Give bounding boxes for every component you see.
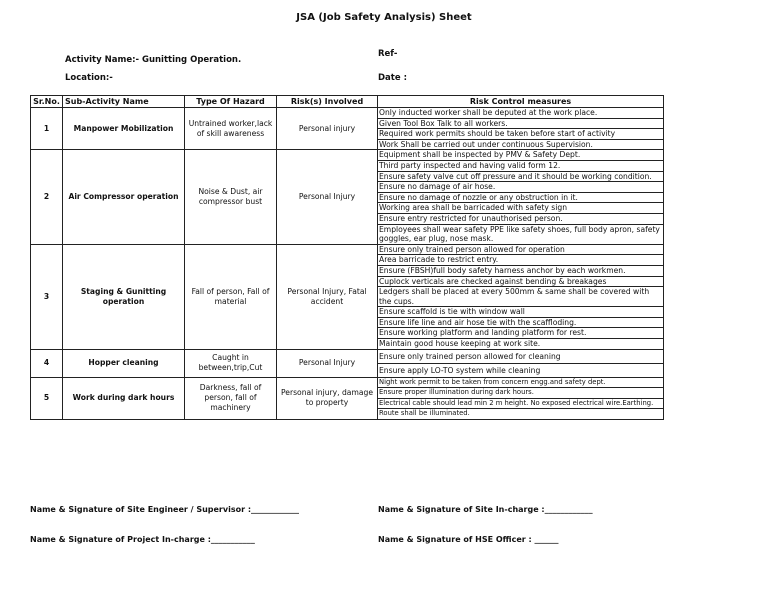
measure-item: Required work permits should be taken before start of activity xyxy=(378,129,663,140)
measure-item: Maintain good house keeping at work site. xyxy=(379,339,541,349)
table-row xyxy=(31,150,664,244)
sub-activity: Air Compressor operation xyxy=(63,150,185,244)
measure-item: Working area shall be barricaded with safety sign xyxy=(378,203,663,214)
location: Location:- xyxy=(65,73,113,83)
column-header: Type Of Hazard xyxy=(185,96,277,108)
measure-item: Cuplock verticals are checked against bending & breakages xyxy=(378,277,663,288)
site-engineer-signature: Name & Signature of Site Engineer / Supervisor :____________ xyxy=(30,505,300,514)
risk: Personal injury xyxy=(277,108,378,150)
table-row xyxy=(31,377,664,419)
risk: Personal Injury, Fatal accident xyxy=(277,244,378,349)
control-measures xyxy=(378,150,664,244)
control-measures xyxy=(378,377,664,419)
measure-item: Route shall be illuminated. xyxy=(379,409,470,418)
sub-activity: Hopper cleaning xyxy=(63,349,185,377)
measure-item: Third party inspected and having valid form 12. xyxy=(378,161,663,172)
measure-item: Ensure no damage of nozzle or any obstruction in it. xyxy=(378,193,663,204)
jsa-table xyxy=(30,95,664,420)
measure-item: Area barricade to restrict entry. xyxy=(378,255,663,266)
sr-no: 5 xyxy=(31,377,63,419)
measure-item: Employees shall wear safety PPE like safety shoes, full body apron, safety goggles, ear plug, nose mask. xyxy=(379,224,660,244)
measure-item: Ensure scaffold is tie with window wall xyxy=(378,307,663,318)
measure-item: Ensure working platform and landing platform for rest. xyxy=(378,328,663,339)
table-row xyxy=(31,244,664,349)
sr-no: 2 xyxy=(31,150,63,244)
measure-item: Ensure only trained person allowed for cleaning xyxy=(378,350,663,364)
measure-item: Ensure (FBSH)full body safety harness anchor by each workmen. xyxy=(378,266,663,277)
column-header: Risk(s) Involved xyxy=(277,96,378,108)
column-header: Risk Control measures xyxy=(378,96,664,108)
table-header-row xyxy=(31,96,664,108)
hazard: Noise & Dust, air compressor bust xyxy=(185,150,277,244)
sub-activity: Work during dark hours xyxy=(63,377,185,419)
control-measures xyxy=(378,349,664,377)
sr-no: 4 xyxy=(31,349,63,377)
measure-item: Work Shall be carried out under continuous Supervision. xyxy=(379,139,593,149)
hazard: Fall of person, Fall of material xyxy=(185,244,277,349)
column-header: Sub-Activity Name xyxy=(63,96,185,108)
sr-no: 3 xyxy=(31,244,63,349)
hazard: Darkness, fall of person, fall of machinery xyxy=(185,377,277,419)
measure-item: Ensure life line and air hose tie with the scaffloding. xyxy=(378,318,663,329)
project-incharge-signature: Name & Signature of Project In-charge :___________ xyxy=(30,535,255,544)
hazard: Untrained worker,lack of skill awareness xyxy=(185,108,277,150)
ref: Ref- xyxy=(378,49,398,59)
activity-name: Activity Name:- Gunitting Operation. xyxy=(65,55,242,65)
risk: Personal Injury xyxy=(277,150,378,244)
measure-item: Ensure apply LO-TO system while cleaning xyxy=(379,365,541,375)
measure-item: Ensure no damage of air hose. xyxy=(378,182,663,193)
table-row xyxy=(31,108,664,150)
date: Date : xyxy=(378,73,407,83)
measure-item: Given Tool Box Talk to all workers. xyxy=(378,119,663,130)
hazard: Caught in between,trip,Cut xyxy=(185,349,277,377)
page-title: JSA (Job Safety Analysis) Sheet xyxy=(296,12,472,23)
measure-item: Ensure proper illumination during dark hours. xyxy=(378,388,663,399)
measure-item: Night work permit to be taken from concern engg.and safety dept. xyxy=(378,378,663,389)
measure-item: Equipment shall be inspected by PMV & Safety Dept. xyxy=(378,150,663,161)
sub-activity: Manpower Mobilization xyxy=(63,108,185,150)
measure-item: Ensure safety valve cut off pressure and it should be working condition. xyxy=(378,172,663,183)
sub-activity: Staging & Gunitting operation xyxy=(63,244,185,349)
hse-officer-signature: Name & Signature of HSE Officer : ______ xyxy=(378,535,559,544)
control-measures xyxy=(378,244,664,349)
measure-item: Electrical cable should lead min 2 m height. No exposed electrical wire.Earthing. xyxy=(378,399,663,410)
measure-item: Ensure entry restricted for unauthorised person. xyxy=(378,214,663,225)
measure-item: Only inducted worker shall be deputed at the work place. xyxy=(378,108,663,119)
risk: Personal injury, damage to property xyxy=(277,377,378,419)
measure-item: Ledgers shall be placed at every 500mm & same shall be covered with the cups. xyxy=(378,287,663,307)
column-header: Sr.No. xyxy=(31,96,63,108)
measure-item: Ensure only trained person allowed for operation xyxy=(378,245,663,256)
control-measures xyxy=(378,108,664,150)
site-incharge-signature: Name & Signature of Site In-charge :____________ xyxy=(378,505,593,514)
sr-no: 1 xyxy=(31,108,63,150)
risk: Personal Injury xyxy=(277,349,378,377)
table-row xyxy=(31,349,664,377)
